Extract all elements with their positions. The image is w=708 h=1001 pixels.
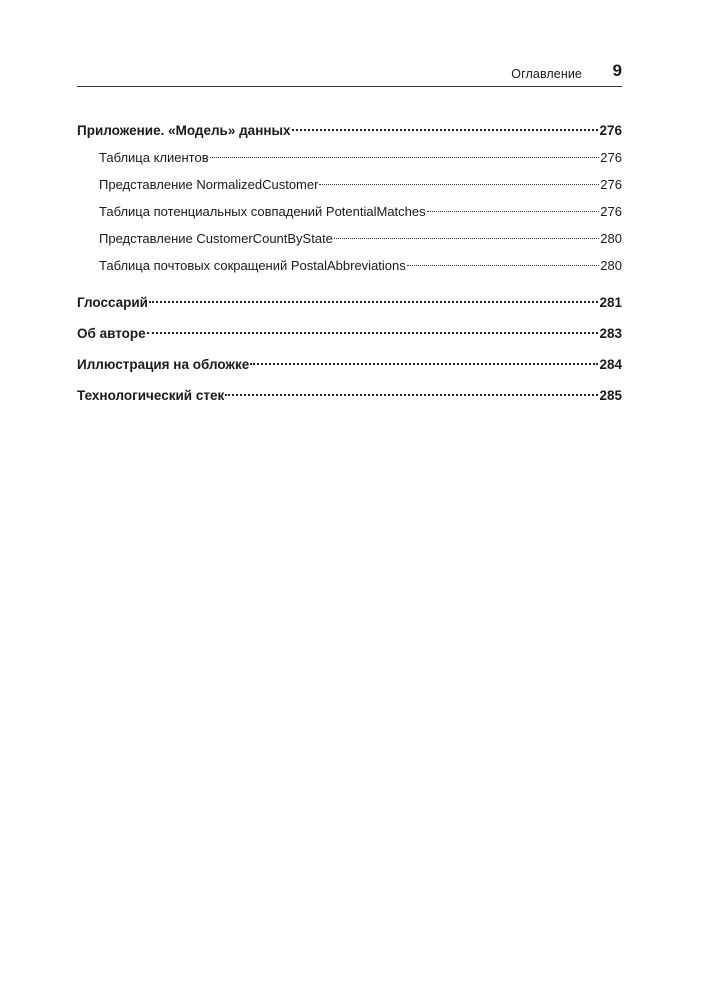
toc-entry-label: Глоссарий: [77, 295, 148, 310]
dot-leader: [225, 394, 598, 396]
toc-subentry-page: 276: [600, 150, 622, 165]
toc-subentry-label: Представление NormalizedCustomer: [99, 177, 319, 192]
toc-subentry-page: 276: [600, 204, 622, 219]
toc-subentry-label: Представление CustomerCountByState: [99, 231, 333, 246]
toc-entry-about-author[interactable]: [77, 320, 622, 347]
dot-leader: [407, 265, 600, 266]
toc-subentry-page: 280: [600, 231, 622, 246]
toc-entry-cover-illustration[interactable]: [77, 351, 622, 378]
toc-entry-label: Приложение. «Модель» данных: [77, 123, 291, 138]
toc-entry-label: Об авторе: [77, 326, 146, 341]
table-of-contents: [77, 117, 622, 409]
dot-leader: [210, 157, 600, 158]
toc-entry-glossary[interactable]: [77, 289, 622, 316]
dot-leader: [292, 129, 599, 131]
toc-entry-appendix[interactable]: [77, 117, 622, 144]
dot-leader: [149, 301, 598, 303]
toc-subentry-label: Таблица почтовых сокращений PostalAbbreviations: [99, 258, 406, 273]
toc-entry-page: 276: [599, 123, 622, 138]
dot-leader: [334, 238, 599, 239]
page-number: 9: [612, 61, 622, 80]
toc-entry-label: Технологический стек: [77, 388, 225, 403]
dot-leader: [427, 211, 600, 212]
toc-subentry[interactable]: [77, 198, 622, 225]
toc-entry-page: 285: [599, 388, 622, 403]
toc-subentry[interactable]: [77, 144, 622, 171]
spacer: [77, 279, 622, 289]
dot-leader: [147, 332, 599, 334]
toc-subentry[interactable]: [77, 171, 622, 198]
header-title: Оглавление: [511, 67, 582, 81]
toc-entry-label: Иллюстрация на обложке: [77, 357, 250, 372]
toc-subentry-page: 280: [600, 258, 622, 273]
dot-leader: [250, 363, 598, 365]
running-header: [77, 58, 622, 87]
toc-subentry-label: Таблица потенциальных совпадений PotentialMatches: [99, 204, 426, 219]
toc-entry-tech-stack[interactable]: [77, 382, 622, 409]
dot-leader: [319, 184, 599, 185]
toc-entry-page: 281: [599, 295, 622, 310]
toc-subentry[interactable]: [77, 252, 622, 279]
toc-entry-page: 283: [599, 326, 622, 341]
toc-subentry[interactable]: [77, 225, 622, 252]
toc-subentry-page: 276: [600, 177, 622, 192]
toc-entry-page: 284: [599, 357, 622, 372]
toc-subentry-label: Таблица клиентов: [99, 150, 209, 165]
